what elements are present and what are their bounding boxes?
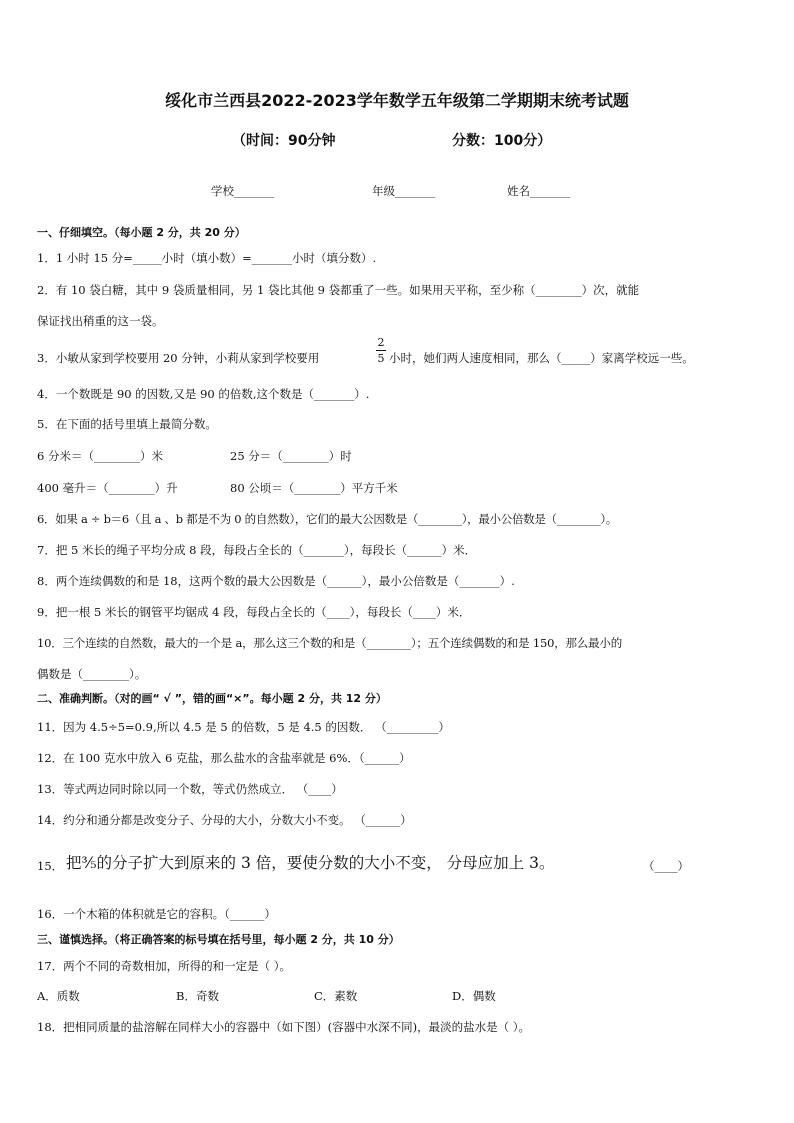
option-c: C．素数: [314, 989, 358, 1003]
grade-field: 年级_______: [372, 184, 436, 198]
section-true-false: 二、准确判断。（对的画“ √ ”，错的画“×”。每小题 2 分，共 12 分）: [37, 692, 387, 705]
question-5b: 25 分＝（________）时: [230, 449, 352, 463]
option-b: B．奇数: [176, 989, 219, 1003]
question-5d: 80 公顷＝（________）平方千米: [230, 481, 398, 495]
option-d: D．偶数: [452, 989, 496, 1003]
question-15: 把⅗的分子扩大到原来的 3 倍，要使分数的大小不变， 分母应加上 3。: [66, 854, 555, 872]
exam-title: 绥化市兰西县2022-2023学年数学五年级第二学期期末统考试题: [165, 91, 629, 110]
question-8: 8．两个连续偶数的和是 18，这两个数的最大公因数是（______），最小公倍数是（_______）.: [37, 574, 515, 588]
question-5a: 6 分米＝（________）米: [37, 449, 163, 463]
question-15-number: 15．: [37, 859, 64, 873]
question-9: 9．把一根 5 米长的钢管平均锯成 4 段，每段占全长的（____），每段长（____）米．: [37, 605, 471, 619]
exam-score: 分数：100分）: [452, 133, 552, 149]
question-4: 4．一个数既是 90 的因数,又是 90 的倍数,这个数是（_______）.: [37, 387, 370, 401]
question-15-blank: （____）: [643, 859, 689, 873]
question-17: 17．两个不同的奇数相加，所得的和一定是（ ）。: [37, 959, 292, 973]
school-field: 学校_______: [211, 184, 275, 198]
question-16: 16．一个木箱的体积就是它的容积。（______）: [37, 907, 276, 921]
fraction-denominator: 5: [377, 352, 385, 365]
fraction-two-fifths: [376, 336, 386, 365]
question-13: 13．等式两边同时除以同一个数，等式仍然成立． （____）: [37, 782, 343, 796]
question-1: 1．1 小时 15 分=_____小时（填小数）=_______小时（填分数）.: [37, 251, 377, 265]
question-18: 18．把相同质量的盐溶解在同样大小的容器中（如下图）(容器中水深不同)，最淡的盐水是（ ）。: [37, 1020, 531, 1034]
option-a: A．质数: [37, 989, 80, 1003]
question-12: 12．在 100 克水中放入 6 克盐，那么盐水的含盐率就是 6%．（______）: [37, 751, 411, 765]
question-6: 6．如果 a ÷ b＝6（且 a 、b 都是不为 0 的自然数），它们的最大公因数是（________），最小公倍数是（________）。: [37, 512, 618, 526]
question-10-line-2: 偶数是（________）。: [37, 667, 147, 681]
question-3-part-2: 小时，她们两人速度相同，那么（_____）家离学校远一些。: [389, 351, 694, 365]
question-11: 11．因为 4.5÷5=0.9,所以 4.5 是 5 的倍数，5 是 4.5 的因数． （_________）: [37, 720, 450, 734]
question-5c: 400 毫升＝（________）升: [37, 481, 178, 495]
question-7: 7．把 5 米长的绳子平均分成 8 段，每段占全长的（_______），每段长（______）米．: [37, 543, 477, 557]
section-fill-blank: 一、仔细填空。（每小题 2 分，共 20 分）: [37, 226, 246, 239]
question-2-line-1: 2．有 10 袋白糖，其中 9 袋质量相同，另 1 袋比其他 9 袋都重了一些。如果用天平称，至少称（________）次，就能: [37, 283, 640, 297]
name-field: 姓名_______: [507, 184, 571, 198]
question-14: 14．约分和通分都是改变分子、分母的大小，分数大小不变。 （______）: [37, 813, 412, 827]
question-5: 5．在下面的括号里填上最简分数。: [37, 417, 217, 431]
fraction-bar: [376, 350, 386, 351]
fraction-numerator: 2: [377, 336, 385, 349]
section-choice: 三、谨慎选择。（将正确答案的标号填在括号里，每小题 2 分，共 10 分）: [37, 933, 400, 946]
question-2-line-2: 保证找出稍重的这一袋。: [37, 314, 164, 328]
question-10-line-1: 10．三个连续的自然数，最大的一个是 a，那么这三个数的和是（________）；五个连续偶数的和是 150，那么最小的: [37, 636, 622, 650]
exam-time: （时间：90分钟: [232, 133, 336, 149]
question-3-part-1: 3．小敏从家到学校要用 20 分钟，小莉从家到学校要用: [37, 351, 320, 365]
